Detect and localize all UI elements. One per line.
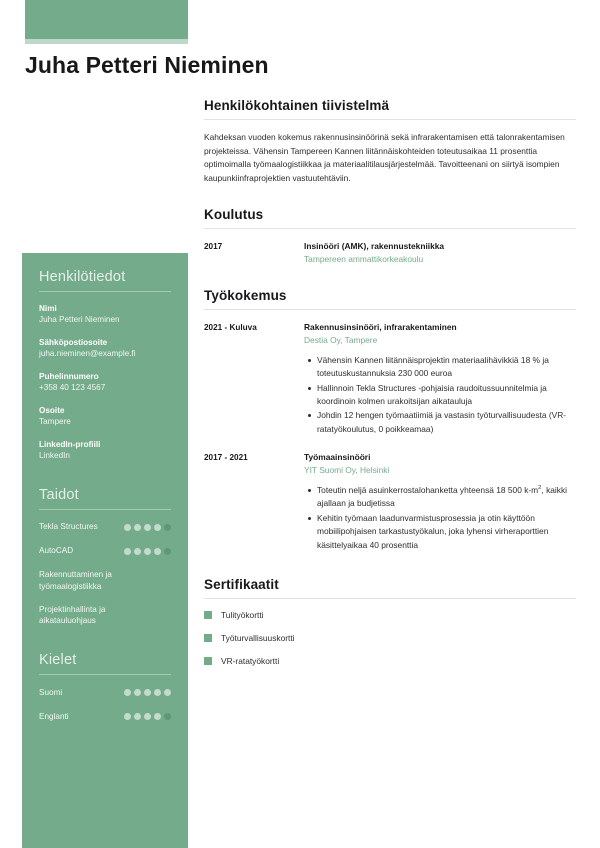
personal-field-value: Juha Petteri Nieminen [39, 315, 120, 325]
entry-organization: Destia Oy, Tampere [304, 334, 378, 345]
rating-dot [164, 548, 171, 555]
entry-body [304, 240, 576, 266]
entry-bullet: Johdin 12 hengen työmaatiimiä ja vastasin työturvallisuudesta (VR-ratatyökoulutus, 0 poikkeamaa) [317, 409, 576, 436]
section-experience [204, 288, 576, 553]
language-item [39, 710, 171, 723]
square-bullet-icon [204, 611, 212, 619]
education-entry [204, 240, 576, 266]
entry-role: Työmaainsinööri [304, 452, 371, 463]
personal-field-value[interactable]: juha.nieminen@example.fi [39, 349, 136, 359]
entry-body [304, 451, 576, 553]
rating-dot [124, 524, 131, 531]
entry-date: 2021 - Kuluva [204, 323, 257, 333]
skill-rating-dots [124, 524, 171, 531]
rating-dot [154, 548, 161, 555]
skill-item [39, 604, 171, 628]
rating-dot [154, 713, 161, 720]
square-bullet-icon [204, 657, 212, 665]
rating-dot [134, 524, 141, 531]
sidebar-divider-skills [39, 509, 171, 510]
personal-field-nimi [39, 303, 171, 326]
language-item [39, 686, 171, 699]
entry-date: 2017 - 2021 [204, 453, 248, 463]
spacer [39, 638, 171, 652]
skill-rating-dots [124, 548, 171, 555]
header-accent-bar [25, 0, 188, 39]
skill-label: Projektinhallinta ja aikatauluohjaus [39, 604, 106, 626]
sidebar-section-skills [39, 487, 171, 628]
skill-item [39, 545, 171, 558]
sidebar-divider-languages [39, 674, 171, 675]
section-education [204, 207, 576, 266]
sidebar-heading-skills: Taidot [39, 486, 79, 503]
certificate-item [204, 610, 576, 621]
experience-entry [204, 451, 576, 553]
rating-dot [134, 713, 141, 720]
entry-bullet: Kehitin työmaan laadunvarmistusprosessia ja otin käyttöön mobiilipohjaisen tarkastustyökalun, joka lyhensi virheraporttien käsittelyaikaa 40 prosenttia [317, 512, 576, 552]
sidebar-section-personal [39, 269, 171, 462]
certificate-label: VR-ratatyökortti [221, 655, 280, 666]
sidebar [22, 253, 188, 848]
rating-dot [154, 689, 161, 696]
entry-date: 2017 [204, 242, 223, 252]
rating-dot [144, 548, 151, 555]
personal-field-email [39, 337, 171, 360]
personal-field-address [39, 405, 171, 428]
entry-bullet: Toteutin neljä asuinkerrostalohanketta yhteensä 18 500 $k-m^2$, kaikki ajallaan ja budjetissa [317, 484, 576, 511]
personal-field-phone [39, 371, 171, 394]
personal-field-label: Sähköpostiosoite [39, 337, 108, 347]
rating-dot [144, 689, 151, 696]
certificate-label: Työturvallisuuskortti [221, 633, 295, 644]
entry-bullet-list [304, 484, 576, 552]
rating-dot [154, 524, 161, 531]
section-divider [204, 309, 576, 310]
rating-dot [124, 548, 131, 555]
certificate-item [204, 656, 576, 667]
section-heading-experience: Työkokemus [204, 288, 287, 304]
section-heading-summary: Henkilökohtainen tiivistelmä [204, 98, 390, 113]
main-content [204, 0, 576, 679]
entry-role: Insinööri (AMK), rakennustekniikka [304, 241, 445, 252]
section-summary [204, 98, 576, 185]
personal-field-label: LinkedIn-profiili [39, 439, 101, 449]
entry-bullet: Vähensin Kannen liitännäisprojektin materiaalihävikkiä 18 % ja toteutuskustannuksia 230 000 euroa [317, 354, 576, 381]
rating-dot [134, 548, 141, 555]
section-divider [204, 119, 576, 120]
sidebar-section-languages [39, 652, 171, 723]
sidebar-heading-languages: Kielet [39, 652, 77, 669]
section-certificates [204, 577, 576, 667]
entry-bullet: Hallinnoin Tekla Structures -pohjaisia raudoitussuunnitelmia ja koordinoin kolmen urakoitsijan aikatauluja [317, 382, 576, 409]
rating-dot [124, 689, 131, 696]
skill-label: Tekla Structures [39, 522, 98, 532]
personal-field-label: Osoite [39, 405, 65, 415]
spacer [39, 473, 171, 487]
sidebar-heading-personal: Henkilötiedot [39, 269, 126, 285]
page-title: Juha Petteri Nieminen [25, 52, 269, 78]
rating-dot [164, 524, 171, 531]
rating-dot [164, 689, 171, 696]
header-accent-underline [25, 39, 188, 44]
square-bullet-icon [204, 634, 212, 642]
rating-dot [144, 524, 151, 531]
certificate-label: Tulityökortti [221, 610, 264, 621]
summary-text: Kahdeksan vuoden kokemus rakennusinsinöörinä sekä infrarakentamisen että talonrakentamisen projekteissa. Vähensin Tampereen Kannen liitännäiskohteiden toteutusaikaa 11 prosenttia optimoimalla työmaalogistiikkaa ja materiaalitilausjärjestelmää. Tavoitteenani on siirtyä isompien kaupunkiinfraprojektien vastuutehtäviin. [204, 132, 565, 183]
section-divider [204, 598, 576, 599]
section-divider [204, 228, 576, 229]
rating-dot [164, 713, 171, 720]
entry-organization: YIT Suomi Oy, Helsinki [304, 464, 390, 475]
entry-role: Rakennusinsinööri, infrarakentaminen [304, 322, 457, 333]
personal-field-value: Tampere [39, 416, 71, 426]
skill-item [39, 569, 171, 593]
sidebar-divider-personal [39, 291, 171, 292]
skill-item [39, 521, 171, 534]
rating-dot [134, 689, 141, 696]
personal-field-value: +358 40 123 4567 [39, 382, 106, 392]
personal-field-label: Nimi [39, 304, 57, 313]
personal-field-linkedin [39, 439, 171, 462]
entry-body [304, 321, 576, 437]
section-heading-certificates: Sertifikaatit [204, 577, 279, 593]
skill-label: Rakennuttaminen ja työmaalogistiikka [39, 569, 112, 591]
rating-dot [144, 713, 151, 720]
skill-label: AutoCAD [39, 546, 74, 556]
language-rating-dots [124, 689, 171, 696]
rating-dot [124, 713, 131, 720]
language-label: Englanti [39, 711, 69, 721]
language-label: Suomi [39, 687, 63, 697]
certificate-item [204, 633, 576, 644]
personal-field-label: Puhelinnumero [39, 371, 99, 381]
experience-entry [204, 321, 576, 437]
personal-field-value[interactable]: LinkedIn [39, 450, 70, 460]
entry-bullet-list [304, 354, 576, 437]
entry-organization: Tampereen ammattikorkeakoulu [304, 254, 424, 265]
language-rating-dots [124, 713, 171, 720]
section-heading-education: Koulutus [204, 207, 264, 223]
